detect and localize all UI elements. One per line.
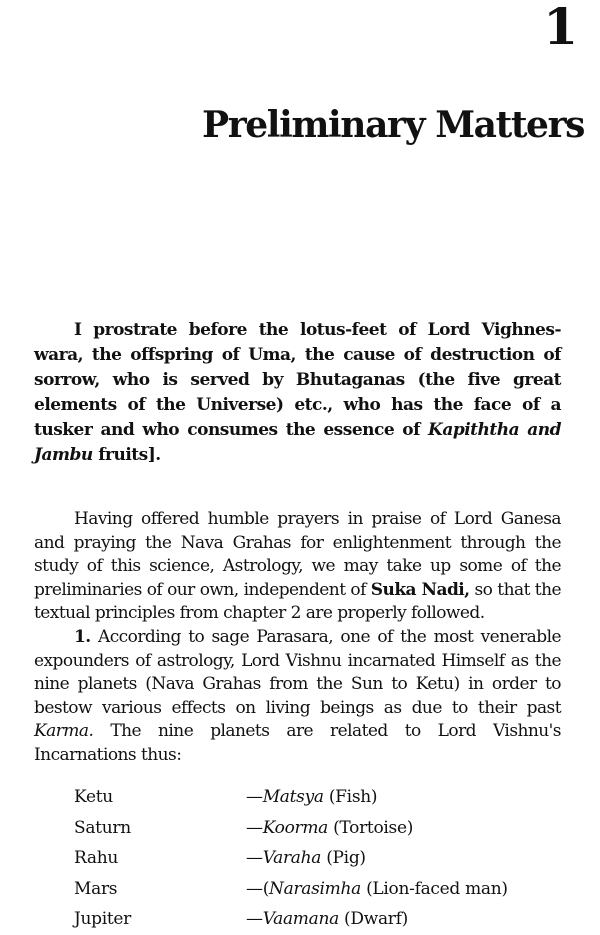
incarnation-dash: —	[246, 787, 263, 808]
planet-name: Ketu	[74, 787, 113, 808]
planet-name: Rahu	[74, 848, 119, 869]
prayer-paragraph	[34, 508, 561, 626]
prayer-text-after: so that the textual principles from chapter 2 are properly followed.	[34, 579, 561, 623]
incarnation	[246, 909, 408, 929]
planet-name: Jupiter	[74, 909, 132, 930]
list-item	[74, 843, 508, 874]
invocation-paragraph	[34, 318, 561, 468]
invocation-end: fruits].	[92, 445, 161, 465]
list-item	[74, 782, 508, 813]
incarnation-dash: —	[246, 909, 263, 930]
parasara-text-after: The nine planets are related to Lord Vishnu's Incarnations thus:	[34, 721, 561, 765]
parasara-text-before: According to sage Parasara, one of the most venerable expounders of astrology, Lord Vishnu incarnated Himself as the nine planets (Nava Grahas from the Sun to Ketu) in order to bestow various effects on living beings as due to their past	[34, 627, 561, 718]
suka-nadi-term: Suka Nadi,	[370, 579, 470, 600]
incarnation-dash: —	[246, 817, 263, 838]
incarnation-meaning: (Tortoise)	[328, 817, 414, 838]
section-number: 1.	[74, 627, 91, 647]
karma-term: Karma.	[34, 721, 94, 741]
planet-incarnation-list	[74, 782, 508, 935]
incarnation-meaning: (Pig)	[321, 848, 366, 869]
incarnation-meaning: (Fish)	[323, 787, 378, 808]
list-item	[74, 813, 508, 844]
incarnation	[246, 848, 366, 868]
incarnation-name: Koorma	[262, 817, 328, 838]
planet-name: Mars	[74, 878, 118, 899]
chapter-number: 1	[543, 0, 578, 56]
incarnation-name: Narasimha	[269, 878, 361, 899]
incarnation	[246, 879, 508, 899]
planet-name: Saturn	[74, 817, 131, 838]
list-item	[74, 904, 508, 935]
incarnation	[246, 787, 377, 807]
prayer-text-before: Having offered humble prayers in praise of Lord Ganesa and praying the Nava Grahas for enlightenment through the study of this science, Astrology, we may take up some of the preliminaries of our own, independent of	[34, 509, 561, 600]
incarnation-dash: —	[246, 848, 263, 869]
invocation-text: I prostrate before the lotus-feet of Lord Vighnes-wara, the offspring of Uma, the cause of destruction of sorrow, who is served by Bhutaganas (the five great elements of the Universe) etc., who has the face of a tusker and who consumes the essence of	[34, 320, 561, 440]
incarnation	[246, 818, 413, 838]
incarnation-name: Matsya	[262, 787, 324, 808]
incarnation-name: Varaha	[262, 848, 322, 869]
incarnation-name: Vaamana	[262, 909, 339, 930]
chapter-title: Preliminary Matters	[202, 104, 584, 146]
incarnation-meaning: (Lion-faced man)	[360, 878, 508, 899]
list-item	[74, 874, 508, 905]
incarnation-meaning: (Dwarf)	[338, 909, 408, 930]
incarnation-dash: —(	[246, 878, 270, 899]
invocation-fruits: Kapiththa and Jambu	[34, 420, 561, 465]
parasara-paragraph	[34, 626, 561, 767]
